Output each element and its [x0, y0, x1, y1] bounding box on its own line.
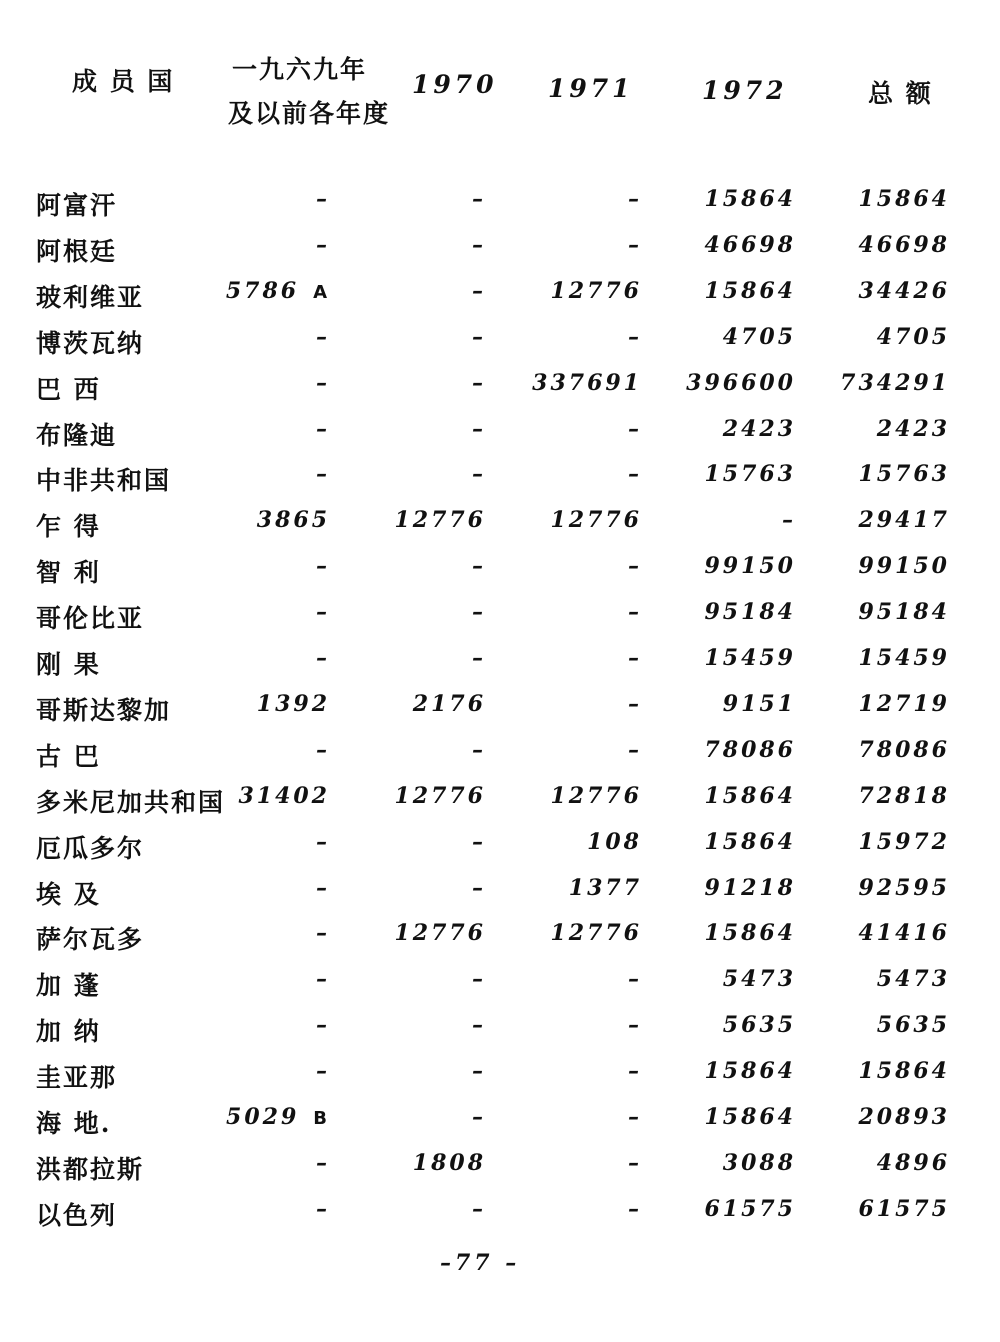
cell-1972: 61575: [704, 1195, 796, 1222]
table-row: [0, 186, 1000, 226]
cell-1969: 5029 B: [226, 1104, 330, 1130]
cell-1970: 12776: [394, 507, 486, 534]
cell-1971: –: [628, 461, 642, 488]
country-name: 加 纳: [36, 1017, 101, 1047]
country-name: 多米尼加共和国: [36, 787, 226, 817]
cell-1972: 4705: [722, 323, 796, 350]
cell-1972: 5635: [722, 1012, 796, 1039]
cell-1969: –: [316, 645, 330, 671]
page-number: –77 –: [440, 1250, 521, 1276]
cell-total: 4705: [876, 323, 950, 350]
country-name: 玻利维亚: [36, 282, 145, 312]
cell-1970: –: [472, 736, 486, 763]
cell-1971: –: [628, 323, 642, 350]
cell-1971: 108: [587, 828, 642, 855]
table-row: [0, 691, 1000, 731]
country-name: 埃 及: [36, 879, 101, 909]
cell-1969: –: [316, 461, 330, 488]
cell-total: 734291: [840, 369, 950, 396]
cell-1970: –: [472, 553, 486, 580]
table-row: [0, 966, 1000, 1006]
cell-1972: 95184: [704, 599, 796, 626]
cell-1971: –: [628, 186, 642, 212]
cell-1970: –: [472, 323, 486, 350]
cell-total: 4896: [876, 1149, 950, 1176]
cell-1969: 5786 A: [225, 277, 330, 304]
cell-total: 15763: [858, 461, 950, 488]
table-row: [0, 920, 1000, 960]
cell-1969: –: [316, 828, 330, 855]
cell-total: 15972: [858, 828, 950, 855]
cell-1971: 12776: [550, 782, 642, 809]
cell-1971: 12776: [550, 277, 642, 304]
country-name: 海 地.: [36, 1109, 112, 1138]
country-name: 阿富汗: [36, 191, 118, 220]
cell-1969: –: [316, 369, 330, 396]
cell-1972: 46698: [704, 231, 796, 258]
cell-1970: –: [472, 1012, 486, 1039]
cell-1972: 3088: [722, 1149, 796, 1176]
table-row: [0, 416, 1000, 456]
cell-1972: 15864: [704, 1058, 796, 1085]
table-row: [0, 1012, 1000, 1052]
cell-1970: –: [472, 1104, 486, 1130]
country-name: 萨尔瓦多: [36, 925, 145, 955]
cell-1971: 337691: [532, 369, 642, 396]
footnote-marker: A: [313, 281, 330, 303]
cell-1971: –: [628, 645, 642, 671]
cell-total: 20893: [858, 1104, 950, 1130]
cell-1972: 9151: [722, 690, 796, 717]
country-name: 古 巴: [36, 741, 101, 771]
table-row: [0, 278, 1000, 318]
cell-1970: –: [472, 874, 486, 901]
cell-1972: 91218: [704, 874, 796, 901]
cell-total: 12719: [858, 690, 950, 717]
table-row: [0, 829, 1000, 869]
cell-1971: –: [628, 736, 642, 763]
cell-total: 99150: [858, 553, 950, 580]
cell-1969: –: [316, 1012, 330, 1039]
cell-1969: –: [316, 966, 330, 993]
cell-1971: –: [628, 1149, 642, 1176]
cell-total: 72818: [858, 782, 950, 809]
country-name: 巴 西: [36, 374, 101, 404]
cell-1971: –: [628, 1104, 642, 1130]
cell-1969: –: [316, 1149, 330, 1176]
header-1971: 1971: [548, 74, 634, 103]
cell-1972: –: [782, 507, 796, 534]
cell-1970: –: [472, 186, 486, 212]
cell-1970: –: [472, 599, 486, 626]
country-name: 刚 果: [36, 650, 101, 679]
cell-1969: 31402: [238, 782, 330, 809]
table-row: [0, 599, 1000, 639]
table-row: [0, 553, 1000, 593]
cell-total: 5635: [876, 1012, 950, 1039]
cell-1969: –: [316, 553, 330, 580]
cell-1969: –: [316, 920, 330, 947]
cell-1970: –: [472, 369, 486, 396]
cell-1970: –: [472, 1195, 486, 1222]
cell-1972: 15459: [704, 645, 796, 671]
country-name: 阿根廷: [36, 236, 118, 266]
country-name: 哥斯达黎加: [36, 695, 172, 725]
header-1972: 1972: [702, 76, 788, 105]
table-row: [0, 324, 1000, 364]
country-name: 智 利: [36, 558, 101, 588]
cell-1970: –: [472, 231, 486, 258]
cell-total: 15864: [858, 186, 950, 212]
cell-1970: –: [472, 645, 486, 671]
country-name: 哥伦比亚: [36, 604, 145, 634]
cell-1971: –: [628, 231, 642, 258]
table-row: [0, 461, 1000, 501]
cell-total: 41416: [858, 920, 950, 947]
country-name: 以色列: [36, 1200, 118, 1230]
cell-total: 15864: [858, 1058, 950, 1085]
cell-1971: 12776: [550, 507, 642, 534]
country-name: 博茨瓦纳: [36, 328, 145, 358]
cell-1970: 12776: [394, 920, 486, 947]
cell-total: 15459: [858, 645, 950, 671]
cell-1972: 15864: [704, 828, 796, 855]
cell-1969: 1392: [256, 690, 330, 717]
cell-1970: 1808: [412, 1149, 486, 1176]
cell-1969: –: [316, 323, 330, 350]
footnote-marker: B: [313, 1108, 330, 1129]
cell-1971: –: [628, 966, 642, 993]
header-1970: 1970: [412, 70, 498, 99]
header-member: 成 员 国: [72, 67, 175, 96]
table-row: [0, 232, 1000, 272]
cell-total: 78086: [858, 736, 950, 763]
table-row: [0, 875, 1000, 915]
cell-1972: 78086: [704, 736, 796, 763]
cell-total: 29417: [858, 507, 950, 534]
country-name: 洪都拉斯: [36, 1154, 145, 1184]
table-row: [0, 370, 1000, 410]
cell-1971: –: [628, 599, 642, 626]
table-row: [0, 1058, 1000, 1098]
cell-1970: –: [472, 1058, 486, 1085]
cell-1972: 15763: [704, 461, 796, 488]
cell-total: 95184: [858, 599, 950, 626]
cell-total: 5473: [876, 966, 950, 993]
table-row: [0, 1104, 1000, 1144]
cell-1969: –: [316, 415, 330, 442]
cell-total: 2423: [876, 415, 950, 442]
table-row: [0, 507, 1000, 547]
cell-total: 46698: [858, 231, 950, 258]
cell-1971: –: [628, 553, 642, 580]
cell-1969: –: [316, 186, 330, 212]
cell-1969: –: [316, 599, 330, 626]
cell-1971: –: [628, 1012, 642, 1039]
cell-1971: –: [628, 690, 642, 717]
cell-1972: 5473: [722, 966, 796, 993]
cell-1972: 15864: [704, 277, 796, 304]
table-row: [0, 737, 1000, 777]
country-name: 厄瓜多尔: [36, 833, 145, 863]
country-name: 布隆迪: [36, 420, 118, 450]
cell-1972: 2423: [722, 415, 796, 442]
cell-1972: 396600: [686, 369, 796, 396]
cell-1969: 3865: [256, 507, 330, 534]
cell-1972: 15864: [704, 920, 796, 947]
country-name: 中非共和国: [36, 466, 172, 496]
cell-1970: –: [472, 966, 486, 993]
table-row: [0, 1150, 1000, 1190]
cell-1972: 99150: [704, 553, 796, 580]
cell-1971: 12776: [550, 920, 642, 947]
cell-1969: –: [316, 874, 330, 901]
cell-1969: –: [316, 736, 330, 763]
table-row: [0, 645, 1000, 685]
cell-1970: 2176: [412, 690, 486, 717]
table-row: [0, 783, 1000, 823]
country-name: 乍 得: [36, 512, 101, 542]
header-1969-line2: 及以前各年度: [228, 99, 391, 128]
cell-1970: –: [472, 277, 486, 304]
cell-1969: –: [316, 231, 330, 258]
header-total: 总 额: [868, 79, 933, 108]
cell-1972: 15864: [704, 782, 796, 809]
cell-total: 92595: [858, 874, 950, 901]
cell-1969: –: [316, 1195, 330, 1222]
cell-1970: –: [472, 415, 486, 442]
table-row: [0, 1196, 1000, 1236]
cell-1971: 1377: [568, 874, 642, 901]
country-name: 圭亚那: [36, 1063, 118, 1093]
cell-total: 61575: [858, 1195, 950, 1222]
cell-1971: –: [628, 415, 642, 442]
cell-1971: –: [628, 1058, 642, 1085]
header-1969-line1: 一九六九年: [232, 55, 368, 84]
cell-1969: –: [316, 1058, 330, 1085]
country-name: 加 蓬: [36, 971, 101, 1001]
cell-1970: 12776: [394, 782, 486, 809]
cell-1970: –: [472, 828, 486, 855]
cell-total: 34426: [858, 277, 950, 304]
cell-1971: –: [628, 1195, 642, 1222]
cell-1972: 15864: [704, 1104, 796, 1130]
cell-1972: 15864: [704, 186, 796, 212]
cell-1970: –: [472, 461, 486, 488]
